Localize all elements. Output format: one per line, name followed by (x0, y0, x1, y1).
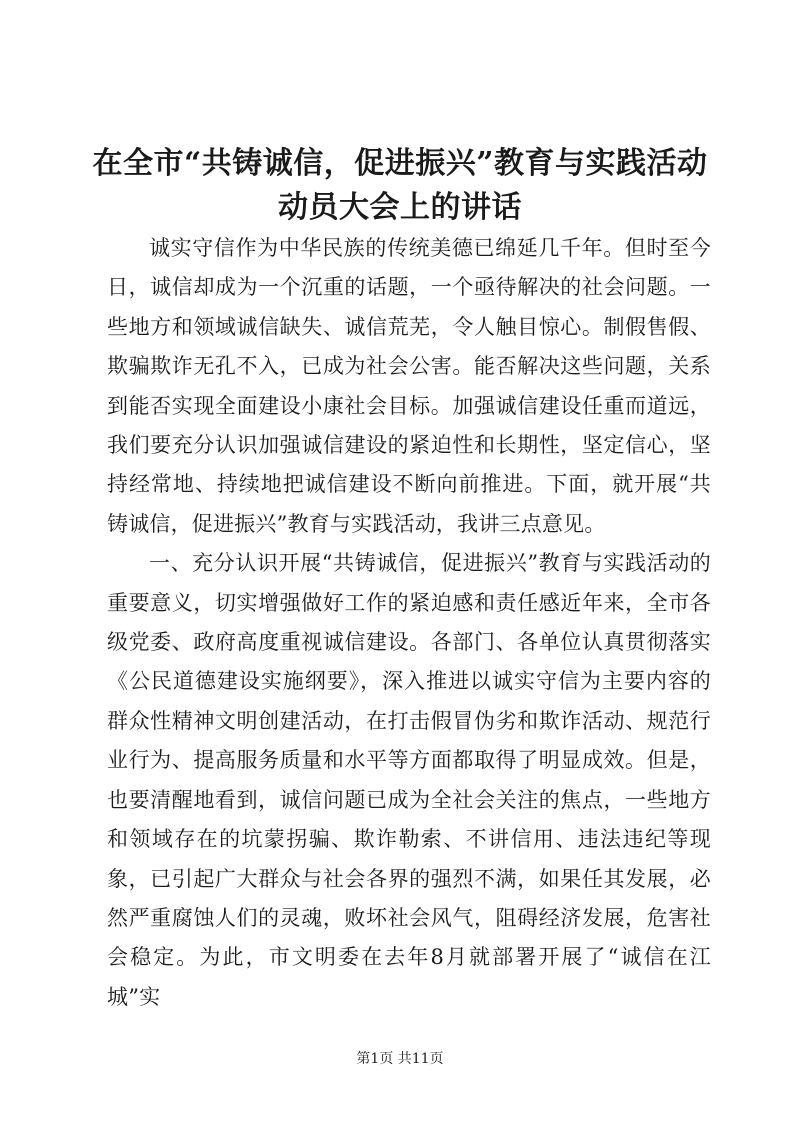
paragraph-2: 一、充分认识开展“共铸诚信，促进振兴”教育与实践活动的重要意义，切实增强做好工作的紧迫感和责任感近年来，全市各级党委、政府高度重视诚信建设。各部门、各单位认真贯彻落实《公民道德建设实施纲要》，深入推进以诚实守信为主要内容的群众性精神文明创建活动，在打击假冒伪劣和欺诈活动、规范行业行为、提高服务质量和水平等方面都取得了明显成效。但是，也要清醒地看到，诚信问题已成为全社会关注的焦点，一些地方和领域存在的坑蒙拐骗、欺诈勒索、不讲信用、违法违纪等现象，已引起广大群众与社会各界的强烈不满，如果任其发展，必然严重腐蚀人们的灵魂，败坏社会风气，阻碍经济发展，危害社会稳定。为此，市文明委在去年8月就部署开展了“诚信在江城”实 (107, 551, 711, 1009)
page-number-footer: 第1页 共11页 (356, 1051, 444, 1067)
document-body (107, 229, 711, 1017)
document-title: 在全市“共铸诚信，促进振兴”教育与实践活动动员大会上的讲话 (92, 146, 708, 225)
paragraph-1: 诚实守信作为中华民族的传统美德已绵延几千年。但时至今日，诚信却成为一个沉重的话题，一个亟待解决的社会问题。一些地方和领域诚信缺失、诚信荒芜，令人触目惊心。制假售假、欺骗欺诈无孔不入，已成为社会公害。能否解决这些问题，关系到能否实现全面建设小康社会目标。加强诚信建设任重而道远，我们要充分认识加强诚信建设的紧迫性和长期性，坚定信心，坚持经常地、持续地把诚信建设不断向前推进。下面，就开展“共铸诚信，促进振兴”教育与实践活动，我讲三点意见。 (107, 236, 711, 536)
